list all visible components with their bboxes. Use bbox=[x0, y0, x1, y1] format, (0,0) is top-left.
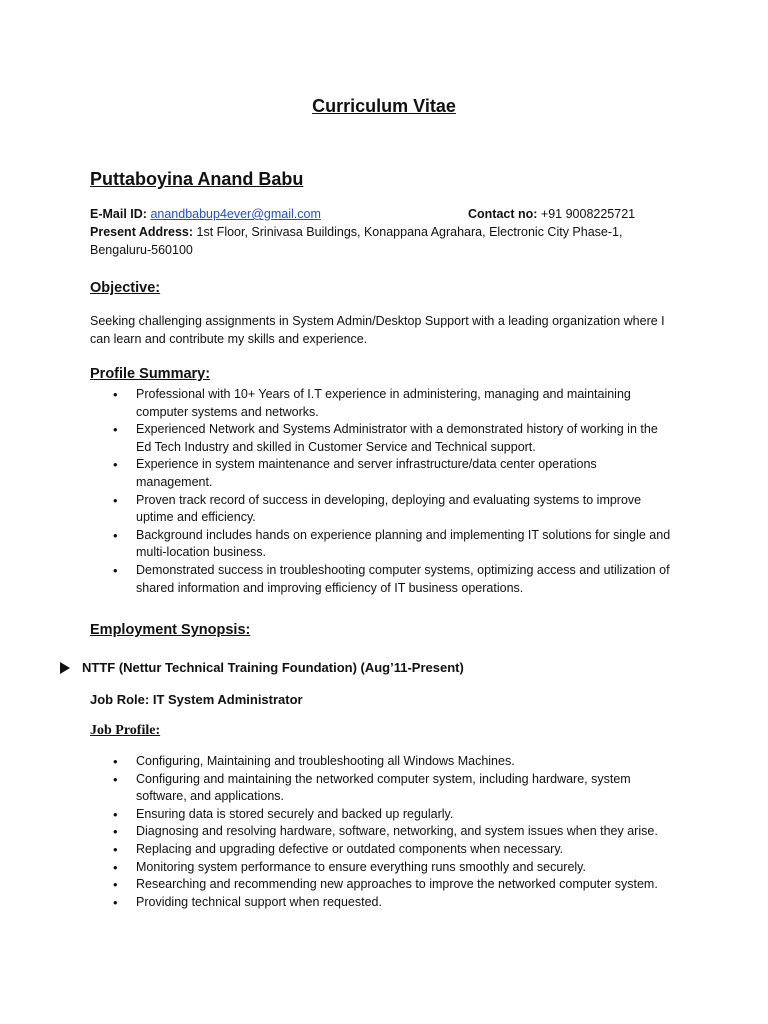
list-item-line: • Ensuring data is stored securely and backed up regularly. bbox=[136, 806, 454, 821]
list-item-line: • Replacing and upgrading defective or outdated components when necessary. bbox=[136, 841, 564, 856]
company-row bbox=[60, 660, 464, 675]
candidate-name: Puttaboyina Anand Babu bbox=[90, 169, 304, 189]
list-item-line: multi-location business. bbox=[136, 545, 266, 560]
list-item bbox=[0, 492, 676, 527]
list-item bbox=[0, 806, 676, 824]
list-item-line: • Experience in system maintenance and server infrastructure/data center operations bbox=[136, 457, 597, 472]
list-item bbox=[0, 386, 676, 421]
job-profile-list bbox=[0, 753, 676, 911]
phone-label: Contact no: bbox=[468, 207, 538, 221]
list-item bbox=[0, 421, 676, 456]
address-line-1: 1st Floor, Srinivasa Buildings, Konappana Agrahara, Electronic City Phase-1, bbox=[196, 225, 623, 239]
list-item-line: Ed Tech Industry and skilled in Customer Service and Technical support. bbox=[136, 439, 536, 454]
list-item bbox=[0, 771, 676, 806]
objective-heading: Objective: bbox=[90, 280, 161, 296]
profile-summary-list bbox=[0, 386, 676, 597]
list-item-line: uptime and efficiency. bbox=[136, 510, 256, 525]
list-item-line: shared information and improving efficiency of IT business operations. bbox=[136, 580, 524, 595]
list-item-line: • Background includes hands on experience planning and implementing IT solutions for single and bbox=[136, 527, 671, 542]
list-item bbox=[0, 527, 676, 562]
email-label: E-Mail ID: bbox=[90, 207, 147, 221]
job-role: Job Role: IT System Administrator bbox=[90, 692, 303, 707]
email-link[interactable]: anandbabup4ever@gmail.com bbox=[150, 207, 321, 221]
address-label: Present Address: bbox=[90, 225, 194, 239]
list-item bbox=[0, 562, 676, 597]
list-item-line: software, and applications. bbox=[136, 789, 285, 804]
list-item-line: management. bbox=[136, 474, 213, 489]
list-item bbox=[0, 823, 676, 841]
objective-line-2: can learn and contribute my skills and experience. bbox=[90, 332, 368, 346]
list-item-line: • Proven track record of success in developing, deploying and evaluating systems to improve bbox=[136, 492, 642, 507]
list-item bbox=[0, 876, 676, 894]
list-item-line: • Monitoring system performance to ensure everything runs smoothly and securely. bbox=[136, 859, 586, 874]
email-row bbox=[90, 205, 321, 223]
contact-row bbox=[468, 205, 635, 223]
objective-line-1: Seeking challenging assignments in System Admin/Desktop Support with a leading organization where I bbox=[90, 314, 665, 328]
list-item-line: • Configuring, Maintaining and troubleshooting all Windows Machines. bbox=[136, 754, 515, 768]
company-name: NTTF (Nettur Technical Training Foundation) (Aug’11-Present) bbox=[82, 660, 464, 675]
list-item-line: • Diagnosing and resolving hardware, software, networking, and system issues when they arise. bbox=[136, 824, 658, 839]
list-item-line: • Demonstrated success in troubleshooting computer systems, optimizing access and utilization of bbox=[136, 562, 670, 577]
list-item-line: • Configuring and maintaining the networked computer system, including hardware, system bbox=[136, 771, 631, 786]
list-item bbox=[0, 841, 676, 859]
profile-summary-heading: Profile Summary: bbox=[90, 366, 211, 382]
document-title: Curriculum Vitae bbox=[312, 96, 456, 116]
list-item-line: • Researching and recommending new approaches to improve the networked computer system. bbox=[136, 877, 658, 892]
arrow-bullet-icon bbox=[60, 662, 70, 674]
phone-number: +91 9008225721 bbox=[540, 207, 636, 221]
list-item-line: • Experienced Network and Systems Administrator with a demonstrated history of working in the bbox=[136, 422, 658, 437]
job-profile-heading: Job Profile: bbox=[90, 723, 161, 738]
list-item bbox=[0, 859, 676, 877]
list-item-line: computer systems and networks. bbox=[136, 404, 319, 419]
address-row bbox=[90, 223, 622, 241]
list-item bbox=[0, 456, 676, 491]
list-item-line: • Providing technical support when requested. bbox=[136, 894, 382, 909]
list-item-line: • Professional with 10+ Years of I.T experience in administering, managing and maintaining bbox=[136, 387, 631, 401]
list-item bbox=[0, 894, 676, 912]
list-item bbox=[0, 753, 676, 771]
address-line-2: Bengaluru-560100 bbox=[90, 243, 193, 257]
employment-heading: Employment Synopsis: bbox=[90, 622, 251, 638]
